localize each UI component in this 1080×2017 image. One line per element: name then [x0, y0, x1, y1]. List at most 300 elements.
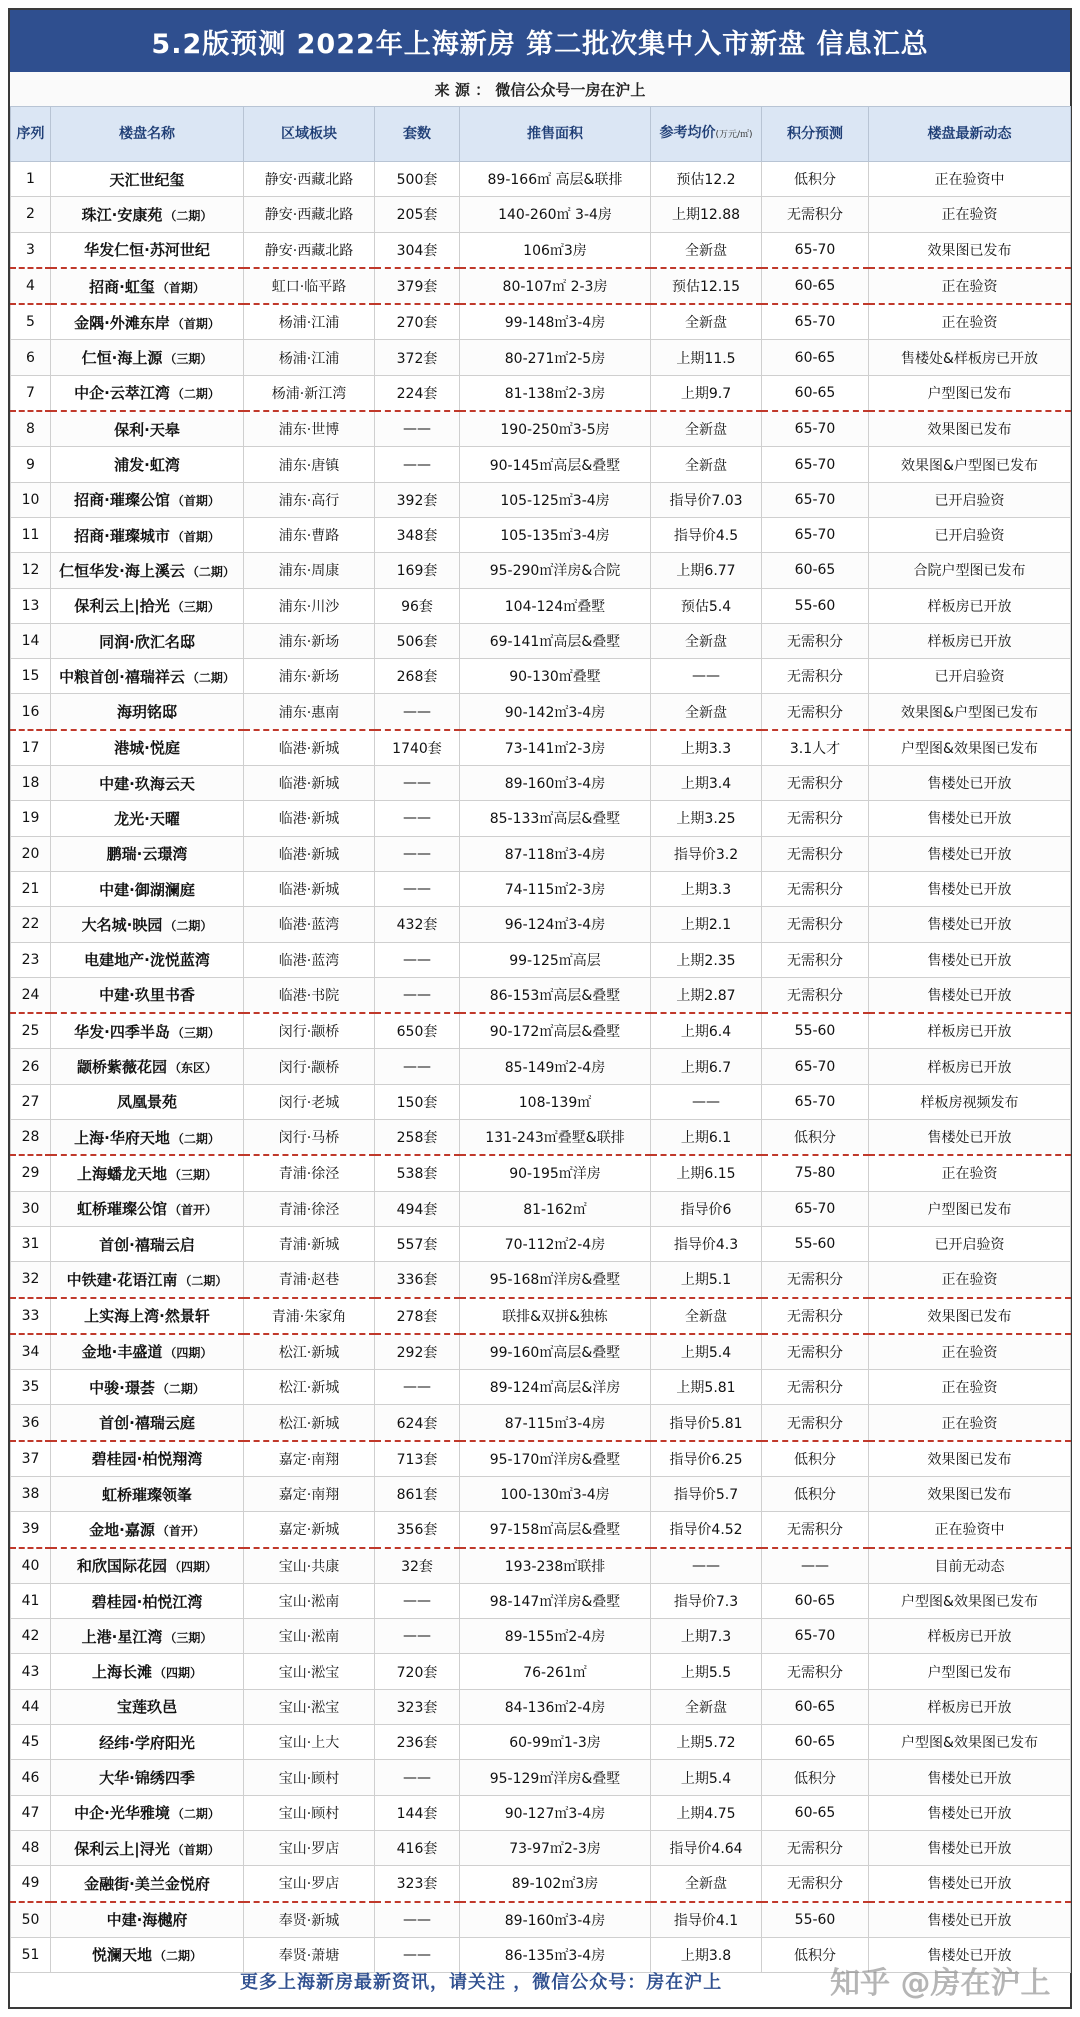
cell-news: 正在验资 — [869, 1155, 1071, 1191]
project-phase: （首开） — [169, 1203, 218, 1218]
cell-units: 720套 — [375, 1654, 460, 1689]
cell-units: 1740套 — [375, 730, 460, 766]
cell-news: 户型图&效果图已发布 — [869, 1583, 1071, 1618]
cell-no: 22 — [11, 907, 51, 942]
cell-area: 85-149㎡2-4房 — [460, 1049, 651, 1084]
cell-score: 60-65 — [762, 1583, 869, 1618]
cell-units: 624套 — [375, 1405, 460, 1441]
cell-no: 49 — [11, 1866, 51, 1902]
cell-news: 售楼处已开放 — [869, 1866, 1071, 1902]
table-row — [11, 197, 1071, 232]
table-row — [11, 1049, 1071, 1084]
cell-price: 预估12.15 — [651, 268, 762, 304]
table-row — [11, 1795, 1071, 1830]
cell-no: 15 — [11, 659, 51, 694]
cell-price: 指导价4.3 — [651, 1226, 762, 1261]
table-row — [11, 1725, 1071, 1760]
cell-units: 224套 — [375, 375, 460, 411]
cell-news: 正在验资 — [869, 304, 1071, 340]
project-name: 保利云上|浔光 — [74, 1839, 170, 1858]
cell-no: 11 — [11, 517, 51, 552]
cell-score: 无需积分 — [762, 907, 869, 942]
cell-district: 浦东·曹路 — [244, 517, 375, 552]
cell-score: 无需积分 — [762, 197, 869, 232]
cell-name — [51, 623, 244, 658]
cell-price: 上期6.7 — [651, 1049, 762, 1084]
cell-units: 304套 — [375, 232, 460, 268]
cell-price: 上期2.35 — [651, 942, 762, 977]
source-line: 来 源 ： 微信公众号一房在沪上 — [10, 72, 1070, 107]
cell-district: 松江·新城 — [244, 1334, 375, 1370]
cell-no: 33 — [11, 1298, 51, 1334]
cell-score: 65-70 — [762, 447, 869, 482]
cell-district: 宝山·淞宝 — [244, 1654, 375, 1689]
cell-name — [51, 766, 244, 801]
cell-news: 样板房已开放 — [869, 1619, 1071, 1654]
cell-score: —— — [762, 1548, 869, 1584]
table-row — [11, 588, 1071, 623]
project-name: 港城·悦庭 — [114, 739, 180, 758]
cell-name — [51, 1795, 244, 1830]
cell-score: 3.1人才 — [762, 730, 869, 766]
cell-no: 39 — [11, 1512, 51, 1548]
project-phase: （四期） — [164, 1346, 213, 1361]
cell-no: 5 — [11, 304, 51, 340]
table-row — [11, 659, 1071, 694]
project-name: 保利云上|拾光 — [74, 597, 170, 616]
cell-no: 20 — [11, 836, 51, 871]
cell-units: 416套 — [375, 1830, 460, 1865]
table-row — [11, 1619, 1071, 1654]
cell-no: 51 — [11, 1937, 51, 1972]
cell-units: 323套 — [375, 1866, 460, 1902]
project-phase: （二期） — [179, 1273, 228, 1288]
cell-area: 89-160㎡3-4房 — [460, 766, 651, 801]
cell-name — [51, 907, 244, 942]
cell-no: 2 — [11, 197, 51, 232]
cell-district: 浦东·世博 — [244, 411, 375, 447]
project-phase: （四期） — [154, 1666, 203, 1681]
cell-news: 售楼处已开放 — [869, 942, 1071, 977]
cell-price: 全新盘 — [651, 1866, 762, 1902]
project-name: 悦澜天地 — [91, 1946, 152, 1965]
cell-price: 上期3.8 — [651, 1937, 762, 1972]
cell-no: 16 — [11, 694, 51, 730]
cell-news: 户型图&效果图已发布 — [869, 730, 1071, 766]
cell-district: 静安·西藏北路 — [244, 197, 375, 232]
cell-area: 104-124㎡叠墅 — [460, 588, 651, 623]
cell-no: 32 — [11, 1262, 51, 1298]
cell-name — [51, 340, 244, 375]
project-phase: （二期） — [164, 918, 213, 933]
cell-district: 宝山·淞南 — [244, 1583, 375, 1618]
table-row — [11, 1441, 1071, 1477]
cell-area: 105-125㎡3-4房 — [460, 482, 651, 517]
cell-units: —— — [375, 836, 460, 871]
project-name: 中粮首创·禧瑞祥云 — [59, 667, 185, 686]
cell-price: 指导价4.52 — [651, 1512, 762, 1548]
cell-news: 样板房视频发布 — [869, 1084, 1071, 1119]
cell-score: 无需积分 — [762, 1512, 869, 1548]
cell-news: 正在验资中 — [869, 1512, 1071, 1548]
cell-news: 合院户型图已发布 — [869, 553, 1071, 588]
cell-district: 浦东·惠南 — [244, 694, 375, 730]
cell-name — [51, 197, 244, 232]
project-name: 大名城·映园 — [81, 915, 163, 934]
cell-price: 上期3.25 — [651, 801, 762, 836]
cell-district: 闵行·马桥 — [244, 1120, 375, 1156]
cell-units: —— — [375, 447, 460, 482]
cell-district: 宝山·淞南 — [244, 1619, 375, 1654]
cell-units: 96套 — [375, 588, 460, 623]
header-score: 积分预测 — [762, 107, 869, 162]
cell-price: 指导价5.81 — [651, 1405, 762, 1441]
cell-district: 青浦·徐泾 — [244, 1155, 375, 1191]
cell-name — [51, 1725, 244, 1760]
cell-no: 24 — [11, 977, 51, 1013]
header-district: 区域板块 — [244, 107, 375, 162]
cell-price: 上期5.4 — [651, 1334, 762, 1370]
cell-score: 65-70 — [762, 232, 869, 268]
cell-name — [51, 1689, 244, 1724]
cell-name — [51, 517, 244, 552]
cell-price: 指导价7.03 — [651, 482, 762, 517]
cell-no: 40 — [11, 1548, 51, 1584]
cell-units: —— — [375, 411, 460, 447]
cell-price: 上期5.72 — [651, 1725, 762, 1760]
table-row — [11, 1013, 1071, 1049]
cell-area: 70-112㎡2-4房 — [460, 1226, 651, 1261]
cell-units: 292套 — [375, 1334, 460, 1370]
cell-news: 售楼处已开放 — [869, 836, 1071, 871]
header-price — [651, 107, 762, 162]
cell-units: 432套 — [375, 907, 460, 942]
table-row — [11, 1476, 1071, 1511]
cell-score: 无需积分 — [762, 766, 869, 801]
cell-name — [51, 1298, 244, 1334]
cell-district: 嘉定·南翔 — [244, 1476, 375, 1511]
table-row — [11, 1830, 1071, 1865]
cell-score: 60-65 — [762, 375, 869, 411]
cell-price: 上期7.3 — [651, 1619, 762, 1654]
cell-name — [51, 304, 244, 340]
cell-district: 临港·新城 — [244, 871, 375, 906]
cell-district: 浦东·周康 — [244, 553, 375, 588]
project-phase: （二期） — [156, 1381, 205, 1396]
cell-score: 无需积分 — [762, 801, 869, 836]
project-name: 中铁建·花语江南 — [66, 1270, 178, 1289]
cell-score: 无需积分 — [762, 1334, 869, 1370]
cell-price: 指导价7.3 — [651, 1583, 762, 1618]
cell-district: 杨浦·江浦 — [244, 304, 375, 340]
table-row — [11, 623, 1071, 658]
cell-score: 55-60 — [762, 1226, 869, 1261]
cell-score: 无需积分 — [762, 1262, 869, 1298]
cell-district: 浦东·新场 — [244, 623, 375, 658]
cell-area: 99-148㎡3-4房 — [460, 304, 651, 340]
cell-area: 73-141㎡2-3房 — [460, 730, 651, 766]
cell-no: 50 — [11, 1902, 51, 1938]
cell-name — [51, 659, 244, 694]
table-row — [11, 1120, 1071, 1156]
cell-district: 闵行·颛桥 — [244, 1049, 375, 1084]
cell-news: 目前无动态 — [869, 1548, 1071, 1584]
cell-district: 临港·新城 — [244, 836, 375, 871]
cell-units: 258套 — [375, 1120, 460, 1156]
cell-score: 无需积分 — [762, 836, 869, 871]
table-row — [11, 375, 1071, 411]
project-name: 招商·虹玺 — [89, 277, 155, 296]
cell-area: 86-153㎡高层&叠墅 — [460, 977, 651, 1013]
cell-price: 上期5.5 — [651, 1654, 762, 1689]
table-row — [11, 1583, 1071, 1618]
cell-district: 嘉定·南翔 — [244, 1441, 375, 1477]
cell-units: 713套 — [375, 1441, 460, 1477]
cell-area: 74-115㎡2-3房 — [460, 871, 651, 906]
cell-name — [51, 1830, 244, 1865]
cell-area: 96-124㎡3-4房 — [460, 907, 651, 942]
cell-price: 指导价3.2 — [651, 836, 762, 871]
project-name: 天汇世纪玺 — [109, 170, 185, 189]
cell-no: 46 — [11, 1760, 51, 1795]
cell-district: 临港·蓝湾 — [244, 907, 375, 942]
cell-price: 上期2.1 — [651, 907, 762, 942]
cell-units: —— — [375, 1937, 460, 1972]
project-name: 中企·光华雅境 — [74, 1804, 170, 1823]
cell-district: 奉贤·萧塘 — [244, 1937, 375, 1972]
cell-news: 户型图已发布 — [869, 1654, 1071, 1689]
cell-area: 90-127㎡3-4房 — [460, 1795, 651, 1830]
project-phase: （首期） — [171, 494, 220, 509]
header-no: 序列 — [11, 107, 51, 162]
cell-price: 上期3.3 — [651, 871, 762, 906]
cell-district: 临港·新城 — [244, 766, 375, 801]
cell-price: 上期3.4 — [651, 766, 762, 801]
table-row — [11, 162, 1071, 197]
cell-units: 268套 — [375, 659, 460, 694]
page-title: 5.2版预测 2022年上海新房 第二批次集中入市新盘 信息汇总 — [10, 10, 1070, 72]
cell-score: 60-65 — [762, 340, 869, 375]
cell-name — [51, 1405, 244, 1441]
cell-price: 上期6.77 — [651, 553, 762, 588]
cell-news: 正在验资 — [869, 1262, 1071, 1298]
project-phase: （三期） — [171, 1025, 220, 1040]
project-phase: （东区） — [169, 1061, 218, 1076]
cell-units: 205套 — [375, 197, 460, 232]
cell-units: 650套 — [375, 1013, 460, 1049]
cell-price: 全新盘 — [651, 411, 762, 447]
cell-score: 无需积分 — [762, 1830, 869, 1865]
cell-no: 35 — [11, 1370, 51, 1405]
cell-units: 557套 — [375, 1226, 460, 1261]
header-units: 套数 — [375, 107, 460, 162]
table-row — [11, 1155, 1071, 1191]
cell-district: 宝山·上大 — [244, 1725, 375, 1760]
cell-news: 户型图&效果图已发布 — [869, 1725, 1071, 1760]
cell-name — [51, 1512, 244, 1548]
cell-score: 55-60 — [762, 1013, 869, 1049]
cell-name — [51, 1760, 244, 1795]
project-phase: （二期） — [154, 1949, 203, 1964]
cell-name — [51, 1084, 244, 1119]
cell-score: 60-65 — [762, 1689, 869, 1724]
cell-news: 效果图已发布 — [869, 232, 1071, 268]
cell-news: 售楼处已开放 — [869, 801, 1071, 836]
cell-no: 17 — [11, 730, 51, 766]
project-name: 上实海上湾·然景轩 — [84, 1307, 210, 1326]
footer-text: 更多上海新房最新资讯，请关注 ，微信公众号：房在沪上 — [240, 1972, 723, 1993]
cell-score: 65-70 — [762, 1049, 869, 1084]
cell-units: 278套 — [375, 1298, 460, 1334]
cell-district: 临港·蓝湾 — [244, 942, 375, 977]
cell-news: 售楼处已开放 — [869, 1830, 1071, 1865]
cell-news: 户型图已发布 — [869, 1191, 1071, 1226]
cell-units: 336套 — [375, 1262, 460, 1298]
cell-units: 270套 — [375, 304, 460, 340]
cell-units: 150套 — [375, 1084, 460, 1119]
cell-score: 60-65 — [762, 1725, 869, 1760]
cell-no: 23 — [11, 942, 51, 977]
table-row — [11, 1298, 1071, 1334]
cell-district: 宝山·罗店 — [244, 1830, 375, 1865]
cell-no: 37 — [11, 1441, 51, 1477]
cell-units: 144套 — [375, 1795, 460, 1830]
cell-news: 已开启验资 — [869, 482, 1071, 517]
cell-name — [51, 1120, 244, 1156]
cell-score: 65-70 — [762, 411, 869, 447]
cell-name — [51, 1476, 244, 1511]
cell-price: 上期3.3 — [651, 730, 762, 766]
cell-price: 上期6.4 — [651, 1013, 762, 1049]
cell-no: 12 — [11, 553, 51, 588]
cell-price: —— — [651, 1084, 762, 1119]
cell-name — [51, 1191, 244, 1226]
cell-area: 98-147㎡洋房&叠墅 — [460, 1583, 651, 1618]
cell-score: 65-70 — [762, 517, 869, 552]
cell-news: 售楼处已开放 — [869, 907, 1071, 942]
cell-no: 18 — [11, 766, 51, 801]
cell-no: 7 — [11, 375, 51, 411]
project-name: 上港·星江湾 — [81, 1627, 163, 1646]
cell-name — [51, 1583, 244, 1618]
cell-name — [51, 1013, 244, 1049]
cell-district: 临港·书院 — [244, 977, 375, 1013]
cell-news: 售楼处已开放 — [869, 977, 1071, 1013]
cell-area: 97-158㎡高层&叠墅 — [460, 1512, 651, 1548]
project-phase: （首期） — [171, 316, 220, 331]
table-row — [11, 942, 1071, 977]
project-name: 鹏瑞·云璟湾 — [106, 845, 188, 864]
table-row — [11, 1084, 1071, 1119]
cell-news: 正在验资 — [869, 1370, 1071, 1405]
table-row — [11, 304, 1071, 340]
cell-district: 青浦·赵巷 — [244, 1262, 375, 1298]
cell-units: —— — [375, 801, 460, 836]
project-phase: （首期） — [171, 1842, 220, 1857]
cell-units: —— — [375, 1049, 460, 1084]
table-row — [11, 871, 1071, 906]
project-name: 经纬·学府阳光 — [99, 1733, 195, 1752]
cell-no: 36 — [11, 1405, 51, 1441]
cell-name — [51, 1370, 244, 1405]
cell-name — [51, 588, 244, 623]
cell-area: 89-160㎡3-4房 — [460, 1902, 651, 1938]
cell-area: 95-129㎡洋房&叠墅 — [460, 1760, 651, 1795]
cell-news: 样板房已开放 — [869, 588, 1071, 623]
cell-name — [51, 162, 244, 197]
cell-news: 售楼处&样板房已开放 — [869, 340, 1071, 375]
project-name: 中建·玖海云天 — [99, 774, 195, 793]
project-phase: （二期） — [186, 564, 235, 579]
project-name: 和欣国际花园 — [76, 1557, 167, 1576]
cell-district: 浦东·高行 — [244, 482, 375, 517]
cell-area: 99-125㎡高层 — [460, 942, 651, 977]
cell-name — [51, 482, 244, 517]
cell-price: 全新盘 — [651, 623, 762, 658]
cell-units: 372套 — [375, 340, 460, 375]
cell-district: 宝山·罗店 — [244, 1866, 375, 1902]
project-name: 金地·丰盛道 — [81, 1343, 163, 1362]
project-phase: （三期） — [164, 1630, 213, 1645]
cell-price: 指导价6 — [651, 1191, 762, 1226]
cell-price: 全新盘 — [651, 1689, 762, 1724]
cell-name — [51, 1155, 244, 1191]
cell-area: 89-155㎡2-4房 — [460, 1619, 651, 1654]
cell-units: 392套 — [375, 482, 460, 517]
cell-no: 21 — [11, 871, 51, 906]
header-news: 楼盘最新动态 — [869, 107, 1071, 162]
cell-no: 6 — [11, 340, 51, 375]
table-row — [11, 1226, 1071, 1261]
cell-district: 青浦·朱家角 — [244, 1298, 375, 1334]
cell-units: 348套 — [375, 517, 460, 552]
cell-news: 售楼处已开放 — [869, 1937, 1071, 1972]
project-name: 仁恒华发·海上溪云 — [59, 561, 185, 580]
cell-units: 169套 — [375, 553, 460, 588]
cell-price: 上期4.75 — [651, 1795, 762, 1830]
cell-news: 已开启验资 — [869, 517, 1071, 552]
cell-score: 65-70 — [762, 1191, 869, 1226]
project-name: 海玥铭邸 — [116, 703, 177, 722]
project-phase: （首开） — [156, 1523, 205, 1538]
header-area: 推售面积 — [460, 107, 651, 162]
project-phase: （三期） — [171, 600, 220, 615]
project-phase: （三期） — [169, 1167, 218, 1182]
cell-score: 低积分 — [762, 1937, 869, 1972]
cell-name — [51, 977, 244, 1013]
cell-no: 31 — [11, 1226, 51, 1261]
cell-area: 87-118㎡3-4房 — [460, 836, 651, 871]
cell-news: 已开启验资 — [869, 659, 1071, 694]
cell-no: 29 — [11, 1155, 51, 1191]
project-phase: （首期） — [156, 280, 205, 295]
cell-price: 预估5.4 — [651, 588, 762, 623]
table-row — [11, 907, 1071, 942]
cell-area: 60-99㎡1-3房 — [460, 1725, 651, 1760]
project-name: 中建·玖里书香 — [99, 986, 195, 1005]
table-row — [11, 482, 1071, 517]
cell-news: 售楼处已开放 — [869, 1760, 1071, 1795]
cell-score: 65-70 — [762, 482, 869, 517]
cell-price: 上期12.88 — [651, 197, 762, 232]
project-name: 金融街·美兰金悦府 — [84, 1874, 210, 1893]
cell-area: 95-290㎡洋房&合院 — [460, 553, 651, 588]
cell-score: 65-70 — [762, 1619, 869, 1654]
project-name: 招商·璀璨公馆 — [74, 491, 170, 510]
table-row — [11, 836, 1071, 871]
table-row — [11, 1512, 1071, 1548]
cell-units: —— — [375, 871, 460, 906]
